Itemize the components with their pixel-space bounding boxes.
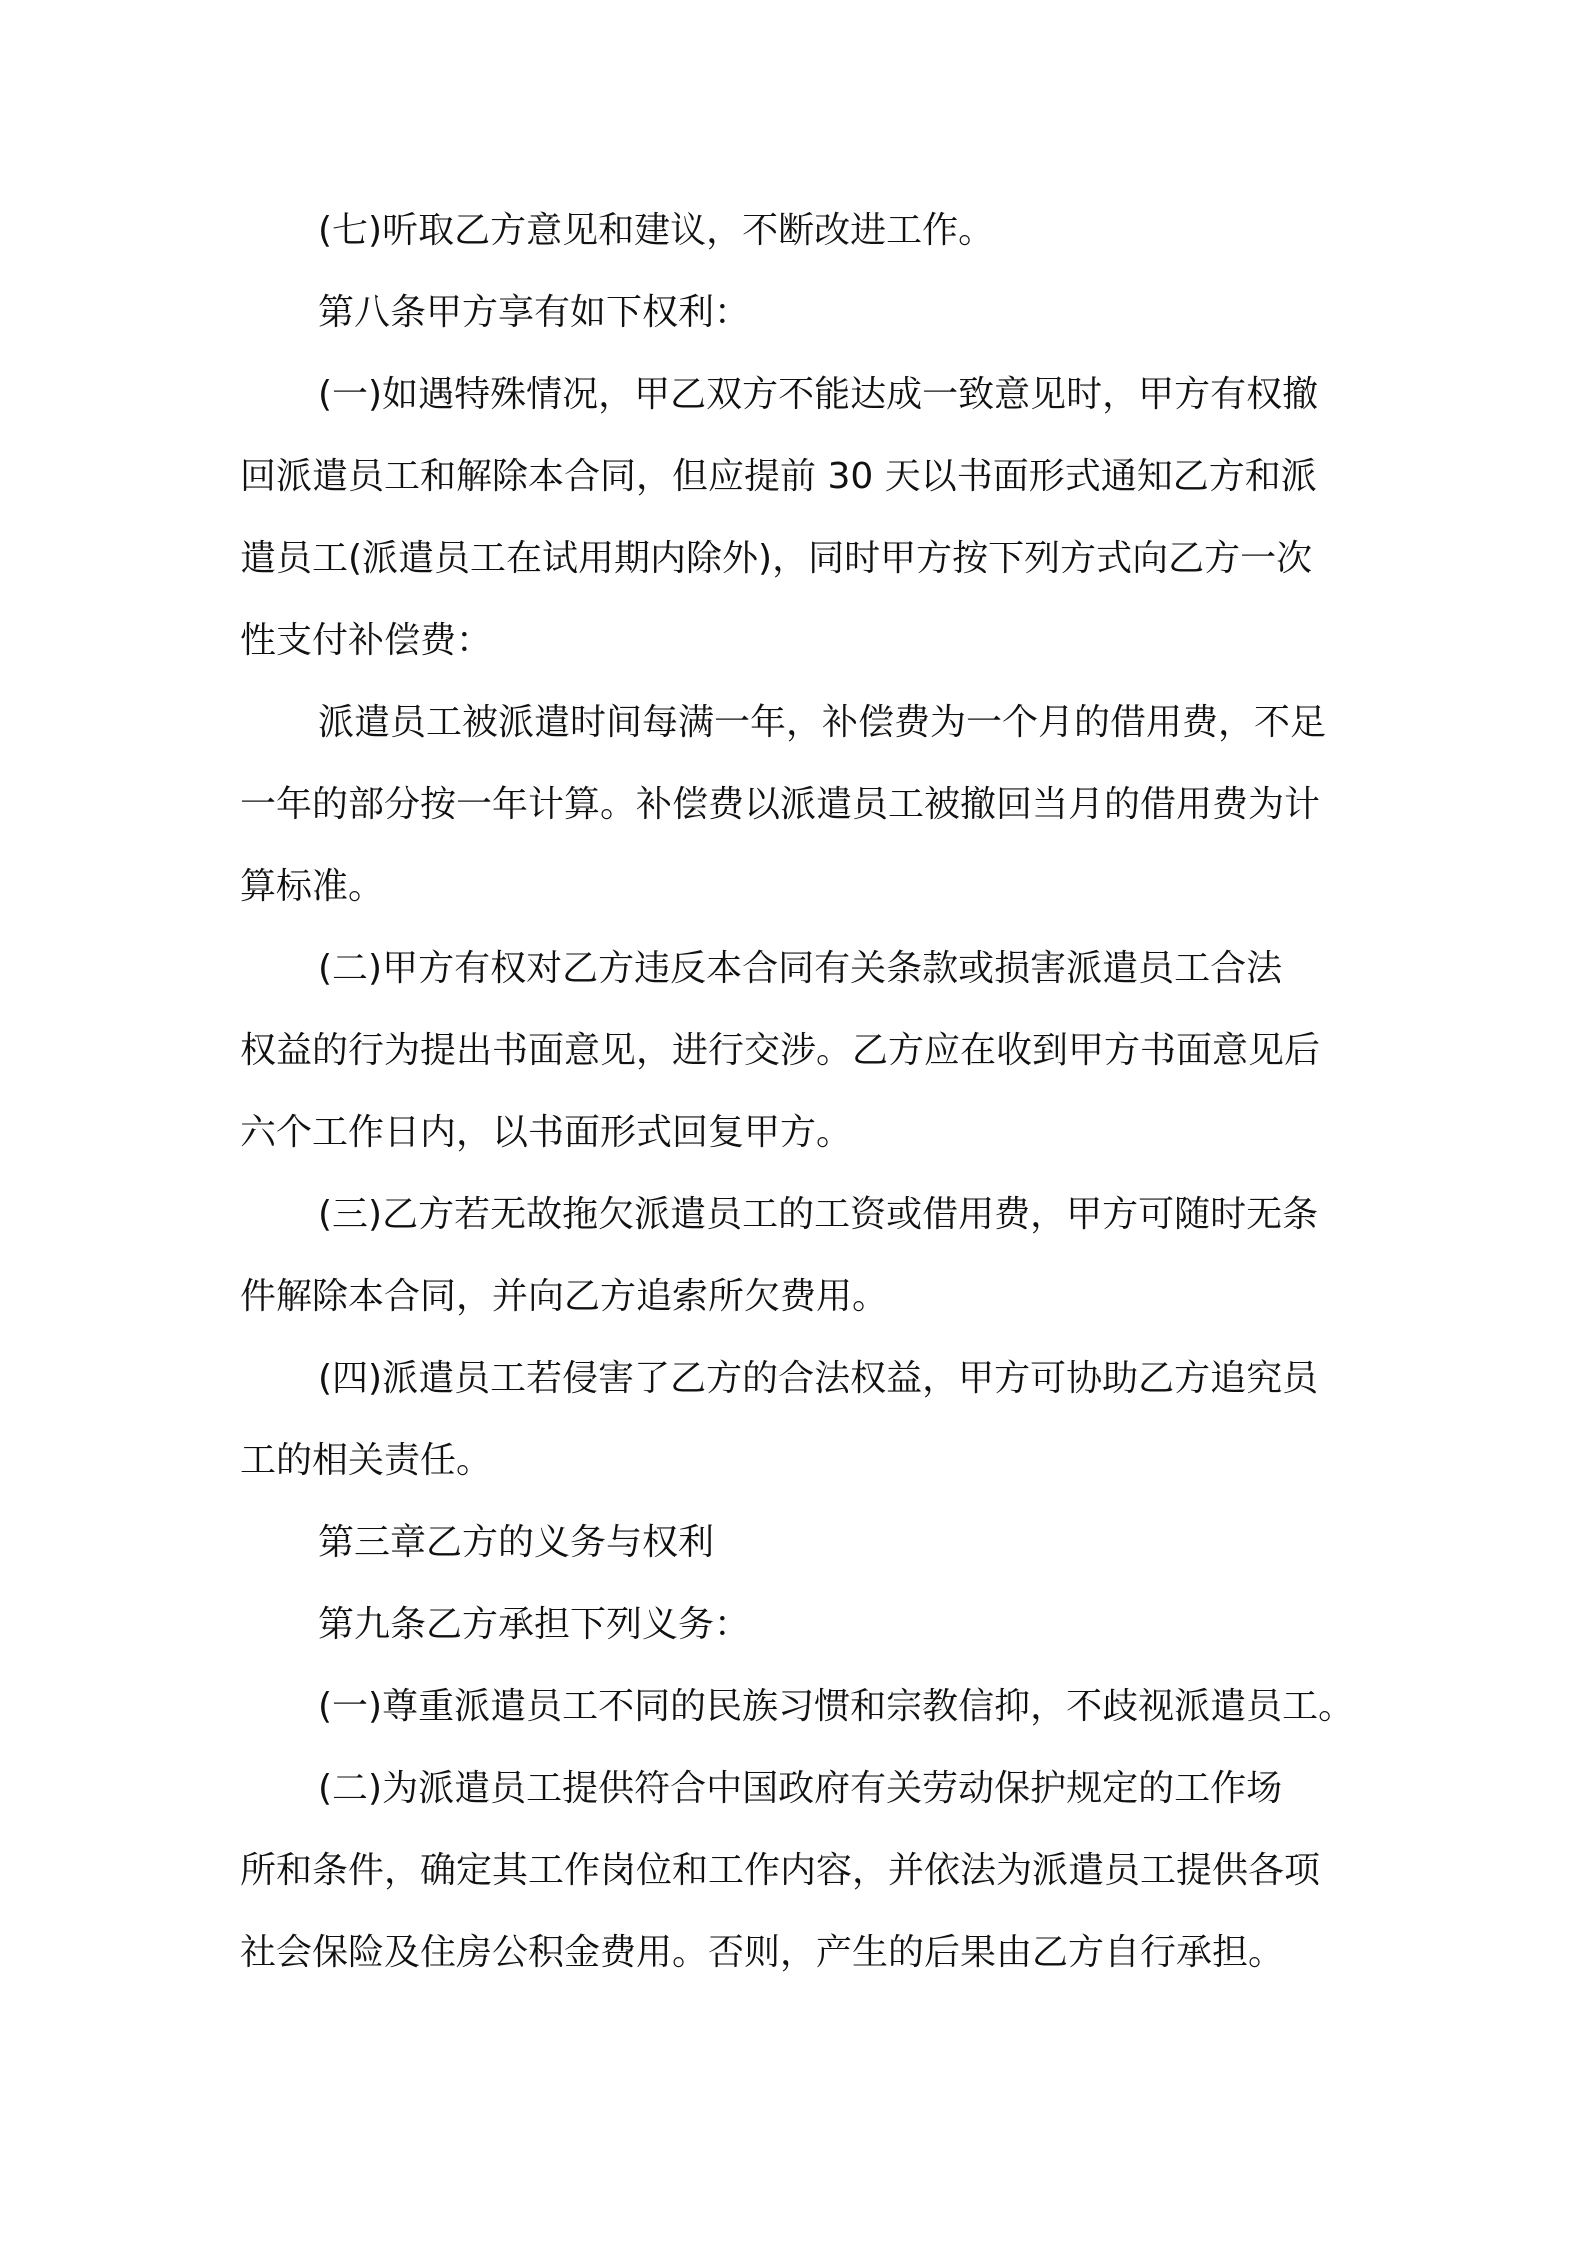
- text-line: 派遣员工被派遣时间每满一年，补偿费为一个月的借用费，不足: [318, 702, 1327, 743]
- text-line: 回派遣员工和解除本合同，但应提前 30 天以书面形式通知乙方和派: [240, 456, 1317, 497]
- text-line: 所和条件，确定其工作岗位和工作内容，并依法为派遣员工提供各项: [240, 1850, 1321, 1891]
- text-line: 权益的行为提出书面意见，进行交涉。乙方应在收到甲方书面意见后: [240, 1030, 1321, 1071]
- text-line: (二)为派遣员工提供符合中国政府有关劳动保护规定的工作场: [318, 1768, 1283, 1809]
- text-line: 第八条甲方享有如下权利：: [318, 292, 751, 333]
- text-line: 第九条乙方承担下列义务：: [318, 1604, 751, 1645]
- text-line: 第三章乙方的义务与权利: [318, 1522, 715, 1563]
- text-line: 六个工作日内，以书面形式回复甲方。: [240, 1112, 853, 1153]
- text-line: 遣员工(派遣员工在试用期内除外)，同时甲方按下列方式向乙方一次: [240, 538, 1313, 579]
- text-line: (三)乙方若无故拖欠派遣员工的工资或借用费，甲方可随时无条: [318, 1194, 1319, 1235]
- text-line: 工的相关责任。: [240, 1440, 493, 1481]
- text-line: 一年的部分按一年计算。补偿费以派遣员工被撤回当月的借用费为计: [240, 784, 1321, 825]
- text-line: 件解除本合同，并向乙方追索所欠费用。: [240, 1276, 889, 1317]
- text-line: (一)如遇特殊情况，甲乙双方不能达成一致意见时，甲方有权撤: [318, 374, 1319, 415]
- text-line: 算标准。: [240, 866, 385, 907]
- text-line: 社会保险及住房公积金费用。否则，产生的后果由乙方自行承担。: [240, 1932, 1285, 1973]
- text-line: (四)派遣员工若侵害了乙方的合法权益，甲方可协助乙方追究员: [318, 1358, 1319, 1399]
- text-line: 性支付补偿费：: [240, 620, 493, 661]
- text-line: (七)听取乙方意见和建议，不断改进工作。: [318, 210, 995, 251]
- document-body: [240, 190, 1370, 1994]
- text-line: (二)甲方有权对乙方违反本合同有关条款或损害派遣员工合法: [318, 948, 1283, 989]
- text-line: (一)尊重派遣员工不同的民族习惯和宗教信抑，不歧视派遣员工。: [318, 1686, 1355, 1727]
